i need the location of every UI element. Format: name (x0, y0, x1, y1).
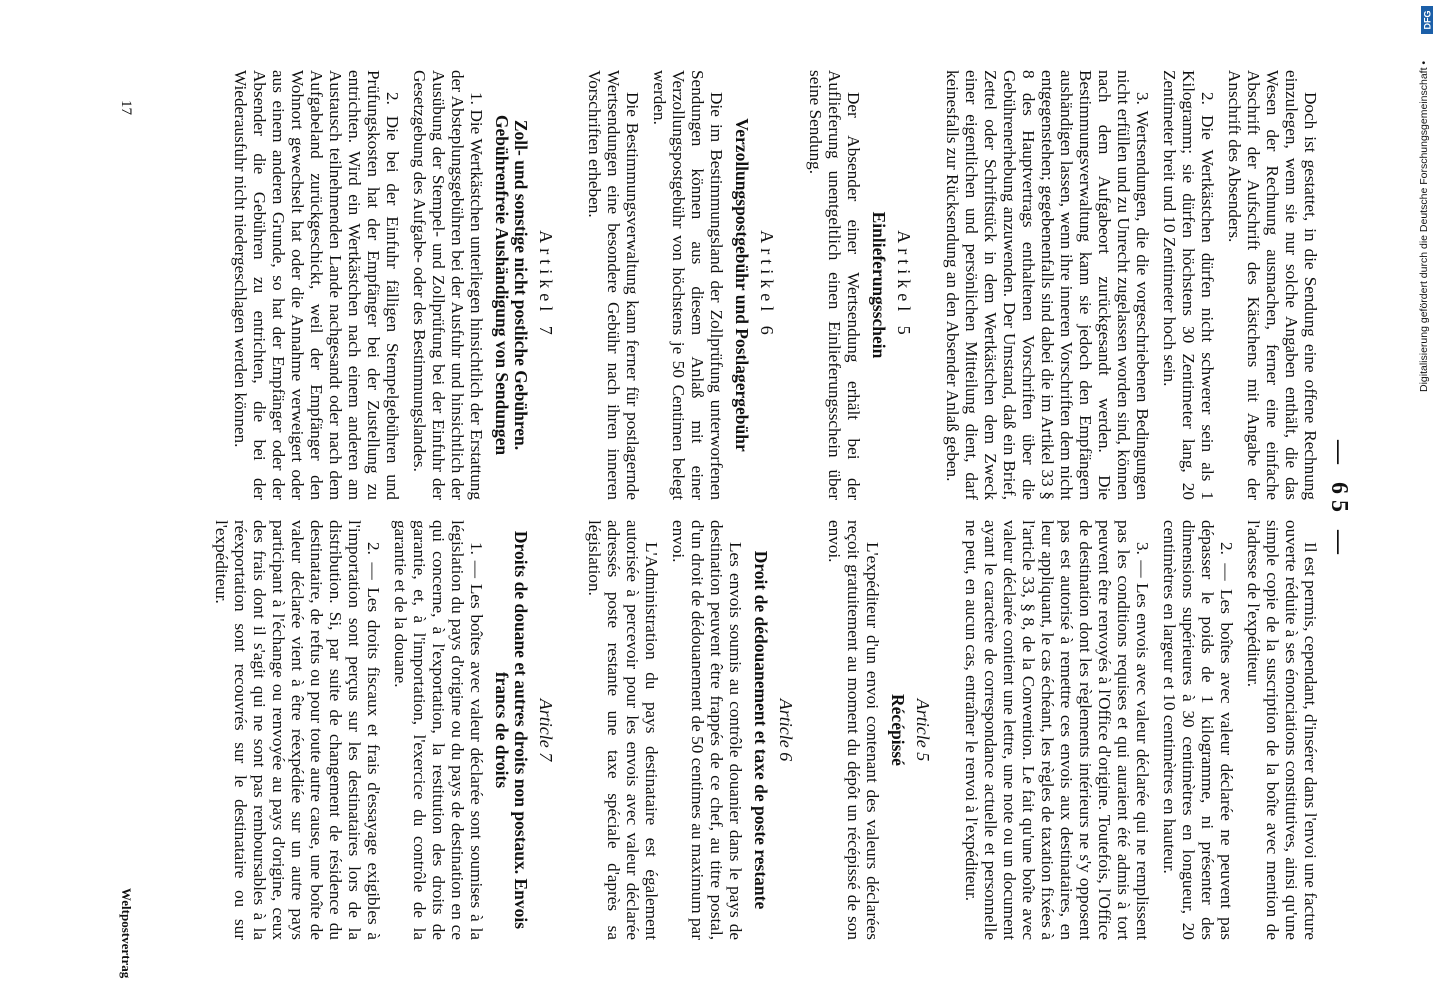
fr-article-7-title: Article 7 (536, 698, 556, 762)
dfg-logo: DFG (1421, 6, 1433, 34)
de-article-7-text-2: 2. Die bei der Einfuhr fälligen Stempelgebühren und Prüfungskosten hat der Empfänger bei der Zustellung zu entrichten. Wird ein Wertkästchen nach einem anderen am Austausch teilnehmenden Lande nachgesandt oder nach dem Aufgabeland zurückgeschickt, weil der Empfänger den Wohnort gewechselt hat oder die Annahme verweigert oder aus einem anderen Grunde, so hat der Empfänger oder der Absender die Gebühren zu entrichten, die bei der Wiederausfuhr nicht niedergeschlagen werden können. (231, 70, 402, 500)
de-article-6-title: Artikel 6 (757, 230, 777, 340)
de-article-5-heading: Einlieferungsschein (869, 211, 889, 359)
de-paragraph-3: 3. Wertsendungen, die die vorgeschriebenen Bedingungen nicht erfüllen und zu Unrecht zugelassen worden sind, können nach dem Aufgabeort zurückgesandt werden. Die Bestimmungsverwaltung kann sie jedoch den Empfängern aushändigen lassen, wenn ihre inneren Vorschriften dem nicht entgegenstehen; gegebenenfalls sind dabei die im Artikel 33 § 8 des Hauptvertrags enthaltenen Vorschriften über die Gebührenerhebung anzuwenden. Der Umstand, daß ein Brief, Zettel oder Schriftstück in dem Wertkästchen dem Zweck einer eigentlichen und persönlichen Mitteilung dient, darf keinesfalls zur Rücksendung an den Absender Anlaß geben. (943, 70, 1152, 500)
de-paragraph-1: Doch ist gestattet, in die Sendung eine offene Rechnung einzulegen, wenn sie nur solche Angaben enthält, die das Wesen der Rechnung ausmachen, ferner eine einfache Abschrift der Aufschrift des Kästchens mit Angabe der Anschrift des Absenders. (1225, 70, 1320, 500)
digitization-credit: Digitalisierung gefördert durch die Deutsche Forschungsgemeinschaft • (1418, 60, 1430, 392)
fr-paragraph-2: 2. — Les boîtes avec valeur déclarée ne peuvent pas dépasser le poids de 1 kilogramme, ni présenter des dimensions supérieures à 30 centimètres en longueur, 20 centimètres en largeur et 10 centimètres en hauteur. (1160, 520, 1236, 940)
de-article-6-text-2: Die Bestimmungsverwaltung kann ferner für postlagernde Wertsendungen eine besondere Gebühr nach ihren inneren Vorschriften erheben. (585, 70, 642, 500)
fr-article-7-text-2: 2. — Les droits fiscaux et frais d'essayage exigibles à l'importation sont perçus sur les destinataires lors de la distribution. Si, par suite de changement de résidence du destinataire, de refus ou pour toute autre cause, une boîte de valeur déclarée vient à être réexpédiée sur un autre pays participant à l'échange ou renvoyée au pays d'origine, ceux des frais dont il s'agit qui ne sont pas remboursables à la réexportation sont recouvrés sur le destinataire ou sur l'expéditeur. (212, 520, 383, 940)
de-article-6-heading: Verzollungspostgebühr und Postlagergebühr (732, 118, 752, 452)
fr-article-5-title: Article 5 (913, 698, 933, 762)
french-column (204, 520, 1320, 940)
de-article-5-title: Artikel 5 (894, 230, 914, 340)
fr-article-7-text-1: 1. — Les boîtes avec valeur déclarée sont soumises à la législation du pays d'origine ou du pays de destination en ce qui concerne, à l'exportation, la restitution des droits de garantie, et, à l'importation, l'exercice du contrôle de la garantie et de la douane. (391, 520, 486, 940)
fr-article-7-heading: Droits de douane et autres droits non postaux. Envois francs de droits (492, 530, 531, 930)
fr-article-5-heading: Récépissé (888, 694, 908, 766)
de-article-7-heading: Zoll- und sonstige nicht postliche Gebühren. Gebührenfreie Aushändigung von Sendungen (492, 114, 531, 456)
page-number: — 65 — (1326, 440, 1352, 560)
fr-article-5-text: L'expéditeur d'un envoi contenant des valeurs déclarées reçoit gratuitement au moment du dépôt un récépissé de son envoi. (825, 520, 882, 940)
fr-article-6-text-1: Les envois soumis au contrôle douanier dans le pays de destination peuvent être frappés de ce chef, au titre postal, d'un droit de dédouanement de 50 centimes au maximum par envoi. (669, 520, 745, 940)
fr-article-6-text-2: L'Administration du pays destinataire est également autorisée à percevoir pour les envois avec valeur déclarée adressés poste restante une taxe spéciale d'après sa législation. (585, 520, 661, 940)
de-article-7-title: Artikel 7 (536, 230, 556, 340)
de-paragraph-2: 2. Die Wertkästchen dürfen nicht schwerer sein als 1 Kilogramm; sie dürfen höchstens 30 Zentimeter lang, 20 Zentimeter breit und 10 Zentimeter hoch sein. (1160, 70, 1217, 500)
fr-article-6-title: Article 6 (776, 698, 796, 762)
de-article-5-text: Der Absender einer Wertsendung erhält bei der Auflieferung unentgeltlich einen Einlieferungsschein über seine Sendung. (806, 70, 863, 500)
footer-title: Weltpostvertrag (119, 888, 134, 979)
fr-article-6-heading: Droit de dédouanement et taxe de poste restante (751, 550, 771, 910)
german-column (223, 70, 1320, 500)
fr-paragraph-1: Il est permis, cependant, d'insérer dans l'envoi une facture ouverte réduite à ses énonciations constitutives, ainsi qu'une simple copie de la suscription de la boîte avec mention de l'adresse de l'expéditeur. (1244, 520, 1320, 940)
fr-paragraph-3: 3. — Les envois avec valeur déclarée qui ne remplissent pas les conditions requises et qui auraient été admis à tort peuvent être renvoyés à l'Office d'origine. Toutefois, l'Office de destination dont les règlements intérieurs ne s'y opposent pas est autorisé à remettre ces envois aux destinataires, en leur appliquant, le cas échéant, les règles de taxation fixées à l'article 33, § 8, de la Convention. Le fait qu'une boîte avec valeur déclarée contient une lettre, une note ou un document ayant le caractère de correspondance actuelle et personnelle ne peut, en aucun cas, entraîner le renvoi à l'expéditeur. (962, 520, 1152, 940)
de-article-6-text-1: Die im Bestimmungsland der Zollprüfung unterworfenen Sendungen können aus diesem Anlaß mit einer Verzollungspostgebühr von höchstens je 50 Centimen belegt werden. (650, 70, 726, 500)
de-article-7-text-1: 1. Die Wertkästchen unterliegen hinsichtlich der Erstattung der Absteplungsgebühren bei der Ausfuhr und hinsichtlich der Ausübung der Stempel- und Zollprüfung bei der Einfuhr der Gesetzgebung des Aufgabe- oder des Bestimmungslandes. (410, 70, 486, 500)
footer-signature-mark: 17 (118, 100, 134, 115)
